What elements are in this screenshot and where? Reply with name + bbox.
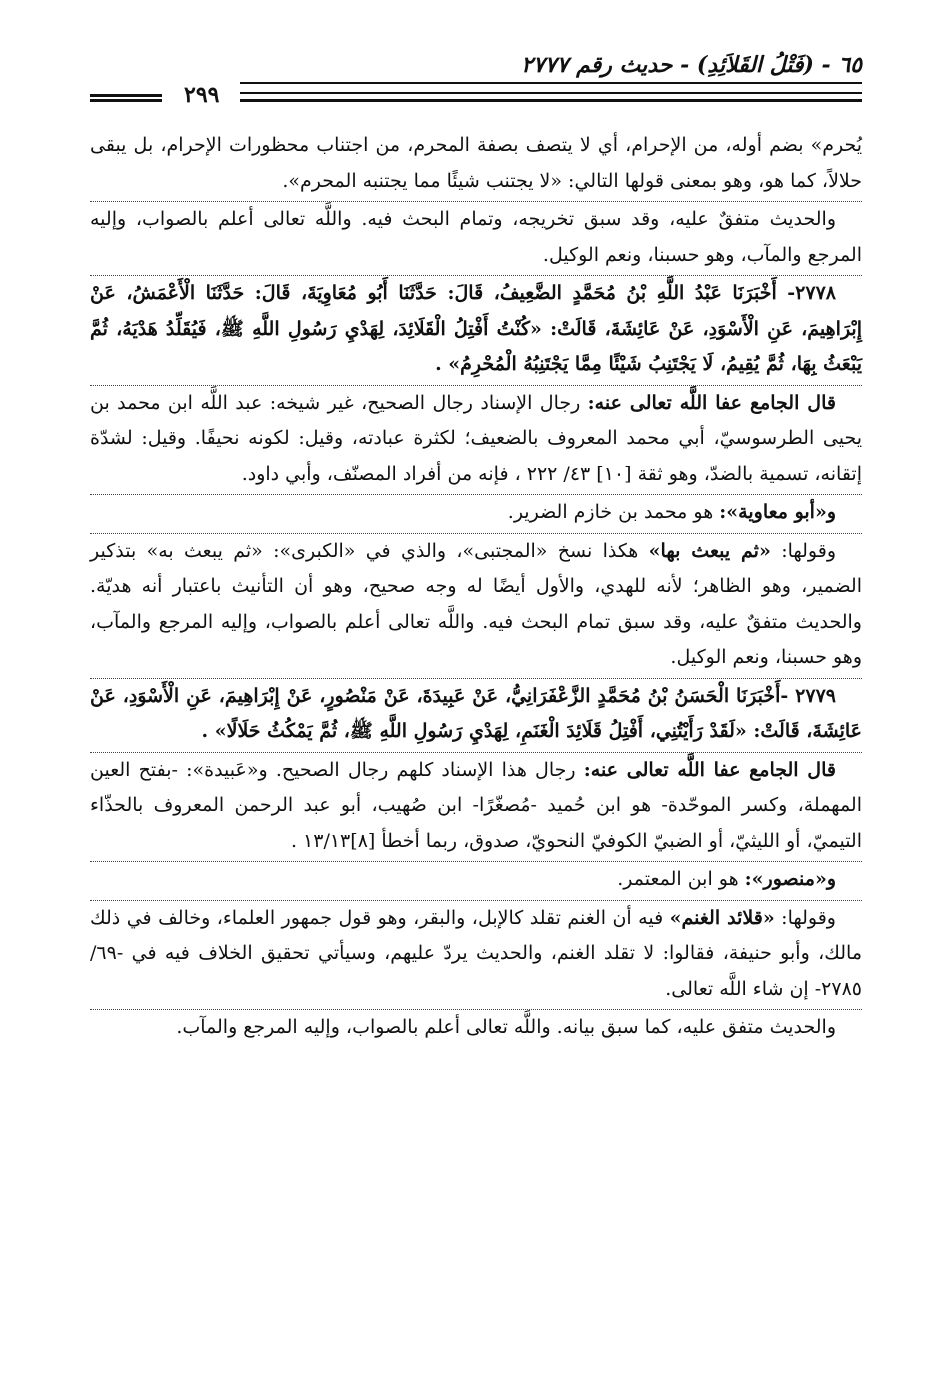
paragraph-pre: وقولها: — [770, 539, 837, 562]
paragraph-lead: و«أبو معاوية»: — [719, 501, 836, 523]
paragraph-text: هو ابن المعتمر. — [617, 868, 745, 890]
paragraph — [90, 534, 862, 676]
paragraph-lead: «ثم يبعث بها» — [648, 539, 771, 562]
paragraph-text: ٢٧٧٨- أَخْبَرَنَا عَبْدُ اللَّهِ بْنُ مُحَمَّدٍ الضَّعِيفُ، قَالَ: حَدَّثَنَا أَبُو مُعَاوِيَةَ، قَالَ: حَدَّثَنَا الْأَعْمَشُ، عَنْ إِبْرَاهِيمَ، عَنِ الْأَسْوَدِ، عَنْ عَائِشَةَ، قَالَتْ: «كُنْتُ أَفْتِلُ الْقَلَائِدَ، لِهَدْيِ رَسُولِ اللَّهِ ﷺ، فَيُقَلِّدُ هَدْيَهُ، ثُمَّ يَبْعَثُ بِهَا، ثُمَّ يُقِيمُ، لَا يَجْتَنِبُ شَيْئًا مِمَّا يَجْتَنِبُهُ الْمُحْرِمُ» . — [90, 282, 862, 375]
paragraph — [90, 495, 862, 531]
paragraph-lead: قال الجامع عفا اللَّه تعالى عنه: — [583, 758, 836, 781]
paragraph-text: والحديث متفقٌ عليه، وقد سبق تخريجه، وتمام البحث فيه. واللَّه تعالى أعلم بالصواب، وإليه المرجع والمآب، وهو حسبنا، ونعم الوكيل. — [90, 208, 862, 266]
paragraph-lead: و«منصور»: — [744, 868, 836, 890]
page-number: ٢٩٩ — [184, 82, 220, 108]
paragraph-text: ٢٧٧٩ -أَخْبَرَنَا الْحَسَنُ بْنُ مُحَمَّدٍ الزَّعْفَرَانِيُّ، عَنْ عَبِيدَةَ، عَنْ مَنْصُورٍ، عَنْ إِبْرَاهِيمَ، عَنِ الْأَسْوَدِ، عَنْ عَائِشَةَ، قَالَتْ: «لَقَدْ رَأَيْتُنِي، أَفْتِلُ قَلَائِدَ الْغَنَمِ، لِهَدْيِ رَسُولِ اللَّهِ ﷺ، ثُمَّ يَمْكُثُ حَلَالًا» . — [90, 684, 862, 742]
paragraph-text: رجال هذا الإسناد كلهم رجال الصحيح. و«عَبيدة»: -بفتح العين المهملة، وكسر الموحّدة- هو ابن حُميد -مُصغّرًا- ابن صُهيب، أبو عبد الرحمن المعروف بالحذّاء التيميّ، أو الليثيّ، أو الضبيّ الكوفيّ النحويّ، صدوق، ربما أخطأ [٨]١٣/١٣ . — [90, 758, 862, 852]
page-header — [90, 52, 862, 108]
paragraph-text: رجال الإسناد رجال الصحيح، غير شيخه: عبد اللَّه ابن محمد بن يحيى الطرسوسيّ، أبي محمد المعروف بالضعيف؛ لكثرة عبادته، وقيل: لكونه نحيفًا. وقيل: لشدّة إتقانه، تسمية بالضدّ، وهو ثقة [١٠] ٤٣/ ٢٢٢ ، فإنه من أفراد المصنّف، وأبي داود. — [90, 391, 862, 485]
paragraph — [90, 901, 862, 1008]
paragraph-text: يُحرم» بضم أوله، من الإحرام، أي لا يتصف بصفة المحرم، من اجتناب محظورات الإحرام، بل يبقى حلالاً، كما هو، وهو بمعنى قولها التالي: «لا يجتنب شيئًا مما يجتنبه المحرم». — [90, 134, 862, 192]
header-rule-short — [90, 94, 162, 102]
book-page — [90, 52, 862, 1046]
paragraph — [90, 862, 862, 898]
paragraph-lead: قال الجامع عفا اللَّه تعالى عنه: — [587, 391, 836, 414]
paragraph-lead: «قلائد الغنم» — [669, 906, 775, 929]
paragraph — [90, 1010, 862, 1046]
paragraph — [90, 753, 862, 860]
paragraph-text: فيه أن الغنم تقلد كالإبل، والبقر، وهو قول جمهور العلماء، وخالف في ذلك مالك، وأبو حنيفة، فقالوا: لا تقلد الغنم، والحديث يردّ عليهم، وسيأتي تحقيق الخلاف فيه في -٦٩/ ٢٧٨٥- إن شاء اللَّه تعالى. — [90, 906, 862, 1000]
page-body — [90, 128, 862, 1046]
hadith-text — [90, 679, 862, 750]
header-rule — [240, 82, 862, 102]
paragraph-text: والحديث متفق عليه، كما سبق بيانه. واللَّه تعالى أعلم بالصواب، وإليه المرجع والمآب. — [176, 1016, 836, 1038]
paragraph — [90, 386, 862, 493]
paragraph-text: هو محمد بن خازم الضرير. — [507, 501, 720, 523]
chapter-title: ٦٥ - (فَتْلُ القَلاَئِدِ) - حديث رقم ٢٧٧٧ — [521, 52, 862, 78]
paragraph — [90, 202, 862, 273]
paragraph — [90, 128, 862, 199]
hadith-text — [90, 276, 862, 383]
paragraph-pre: وقولها: — [774, 906, 836, 929]
paragraph-text: هكذا نسخ «المجتبى»، والذي في «الكبرى»: «ثم يبعث به» بتذكير الضمير، وهو الظاهر؛ لأنه للهدي، والأول أيضًا له وجه صحيح، وهو أن التأنيث باعتبار أنه هديّة. والحديث متفقٌ عليه، وقد سبق تمام البحث فيه. واللَّه تعالى أعلم بالصواب، وإليه المرجع والمآب، وهو حسبنا، ونعم الوكيل. — [90, 539, 862, 668]
